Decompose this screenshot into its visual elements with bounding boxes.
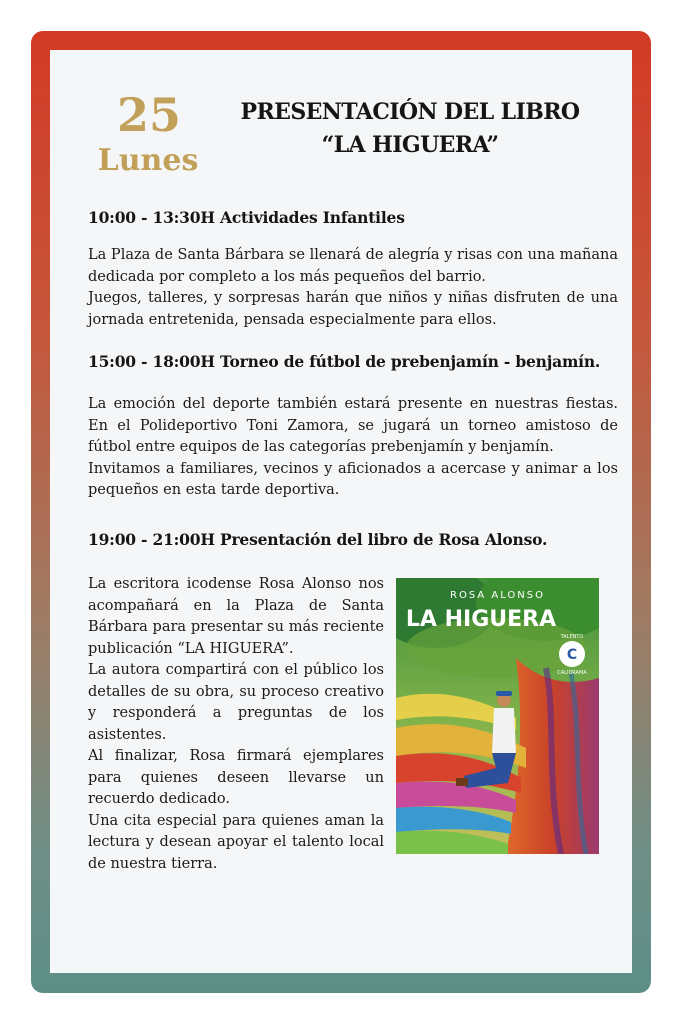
section-body-football — [88, 394, 618, 502]
book-cover-image — [396, 578, 599, 854]
title-line-2: “LA HIGUERA” — [321, 132, 499, 158]
book-cover-author: ROSA ALONSO — [450, 590, 545, 601]
book-cover-title: LA HIGUERA — [405, 607, 557, 632]
paragraph: La Plaza de Santa Bárbara se llenará de alegría y risas con una mañana dedicada por completo a los más pequeños del barrio. — [88, 247, 618, 285]
title-line-1: PRESENTACIÓN DEL LIBRO — [240, 99, 580, 125]
badge-bottom-text: CALIDRAMA — [557, 670, 587, 676]
paragraph: La emoción del deporte también estará presente en nuestras fiestas. En el Polideportivo Toni Zamora, se jugará un torneo amistoso de fútbol entre equipos de las categorías prebenjamín y benjamín. — [88, 396, 618, 455]
day-name: Lunes — [97, 143, 199, 178]
paragraph: La autora compartirá con el público los detalles de su obra, su proceso creativo y responderá a preguntas de los asistentes. — [88, 662, 384, 743]
section-heading-football: 15:00 - 18:00H Torneo de fútbol de prebenjamín - benjamín. — [88, 352, 601, 371]
paragraph: Juegos, talleres, y sorpresas harán que niños y niñas disfruten de una jornada entretenida, pensada especialmente para ellos. — [88, 290, 618, 328]
paragraph: Una cita especial para quienes aman la lectura y desean apoyar el talento local de nuestra tierra. — [88, 812, 384, 872]
paragraph: Al finalizar, Rosa firmará ejemplares para quienes deseen llevarse un recuerdo dedicado. — [88, 748, 384, 807]
section-heading-book: 19:00 - 21:00H Presentación del libro de Rosa Alonso. — [88, 530, 548, 549]
paragraph: Invitamos a familiares, vecinos y aficionados a acercase y animar a los pequeños en esta tarde deportiva. — [88, 460, 618, 498]
badge-top-text: TALENTO — [560, 634, 584, 640]
badge-letter: C — [566, 647, 578, 663]
section-body-children — [88, 245, 618, 331]
section-heading-children: 10:00 - 13:30H Actividades Infantiles — [88, 208, 405, 227]
page-title — [200, 96, 620, 162]
day-number: 25 — [116, 88, 181, 142]
section-body-book — [88, 574, 384, 875]
paragraph: La escritora icodense Rosa Alonso nos acompañará en la Plaza de Santa Bárbara para presentar su más reciente publicación “LA HIGUERA”. — [88, 576, 384, 657]
